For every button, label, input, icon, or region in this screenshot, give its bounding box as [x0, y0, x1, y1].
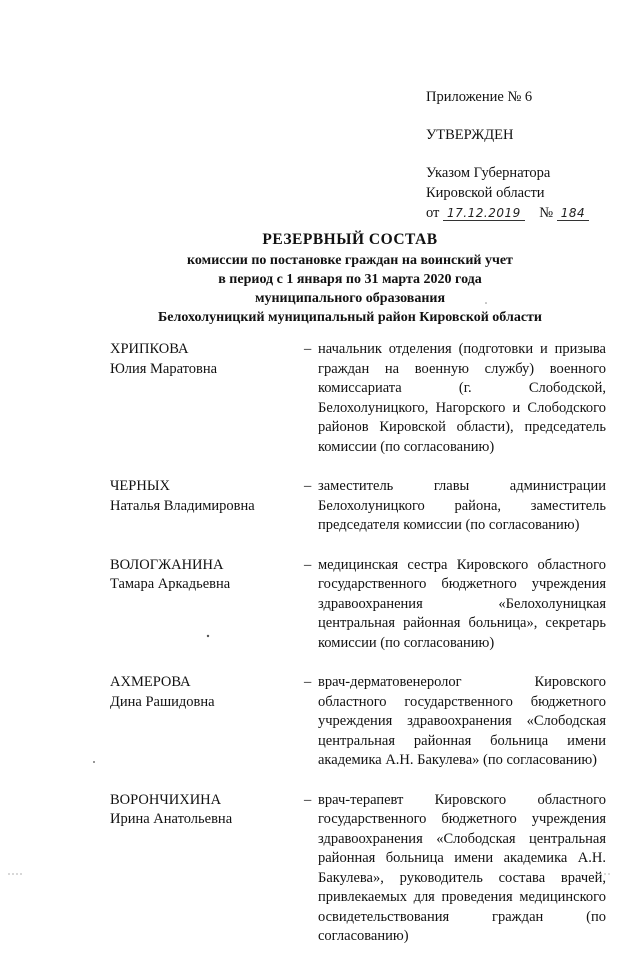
title-main: РЕЗЕРВНЫЙ СОСТАВ: [262, 231, 438, 248]
member-dash: –: [304, 791, 312, 808]
handwritten-number: 184: [557, 206, 589, 221]
member-surname: АХМЕРОВА: [110, 674, 191, 690]
member-given-name: Тамара Аркадьевна: [110, 576, 231, 592]
decree-line-2: Кировской области: [426, 185, 545, 201]
member-dash: –: [304, 556, 312, 573]
member-role: врач-терапевт Кировского областного государственного бюджетного учреждения здравоохранения «Слободская центральная районная больница имени академика А.Н. Бакулева», руководитель состава врачей, привлекаемых для проведения медицинского освидетельствования граждан (по согласованию): [318, 791, 606, 944]
member-role: медицинская сестра Кировского областного государственного бюджетного учреждения здравоохранения «Белохолуницкая центральная районная больница», секретарь комиссии (по согласованию): [318, 556, 606, 651]
appendix-number: Приложение № 6: [426, 89, 533, 105]
from-prefix: от: [426, 205, 440, 221]
member-role: врач-дерматовенеролог Кировского областного государственного бюджетного учреждения здравоохранения «Слободская центральная районная больница имени академика А.Н. Бакулева» (по согласованию): [318, 674, 606, 768]
title-line-2: комиссии по постановке граждан на воинский учет: [187, 253, 513, 268]
member-name: [110, 477, 300, 516]
title-line-3: в период с 1 января по 31 марта 2020 года: [218, 272, 482, 287]
member-name: [110, 791, 300, 830]
document-title: [60, 230, 640, 327]
member-surname: ХРИПКОВА: [110, 341, 189, 357]
decree-date-number: [426, 203, 626, 223]
title-line-4: муниципального образования: [254, 291, 446, 306]
members-list: [110, 340, 610, 967]
member-dash: –: [304, 674, 312, 690]
number-prefix: №: [539, 205, 554, 221]
member-entry: [110, 673, 610, 771]
member-surname: ЧЕРНЫХ: [110, 478, 170, 494]
approval-block: [426, 87, 626, 223]
member-name: [110, 340, 300, 379]
handwritten-date: 17.12.2019: [443, 206, 525, 221]
member-entry: [110, 340, 610, 457]
member-entry: [110, 791, 610, 947]
member-given-name: Ирина Анатольевна: [110, 811, 233, 827]
member-entry: [110, 556, 610, 654]
scan-speck: [93, 761, 95, 763]
member-given-name: Юлия Маратовна: [110, 360, 218, 377]
member-entry: [110, 477, 610, 536]
member-name: [110, 673, 300, 712]
title-line-5: Белохолуницкий муниципальный район Кировской области: [158, 310, 542, 325]
member-given-name: Дина Рашидовна: [110, 693, 215, 710]
member-name: [110, 556, 300, 595]
member-surname: ВОЛОГЖАНИНА: [110, 556, 224, 573]
approved-label: УТВЕРЖДЕН: [426, 127, 514, 143]
member-dash: –: [304, 341, 312, 357]
member-role: начальник отделения (подготовки и призыва граждан на военную службу) военного комиссариата (г. Слободской, Белохолуницкого, Нагорского и Слободского районов Кировской области), председатель комиссии (по согласованию): [318, 341, 606, 455]
member-surname: ВОРОНЧИХИНА: [110, 791, 222, 808]
decree-line-1: Указом Губернатора: [426, 165, 551, 181]
member-role: заместитель главы администрации Белохолуницкого района, заместитель председателя комиссии (по согласованию): [318, 478, 606, 533]
member-dash: –: [304, 478, 312, 494]
member-given-name: Наталья Владимировна: [110, 497, 255, 514]
